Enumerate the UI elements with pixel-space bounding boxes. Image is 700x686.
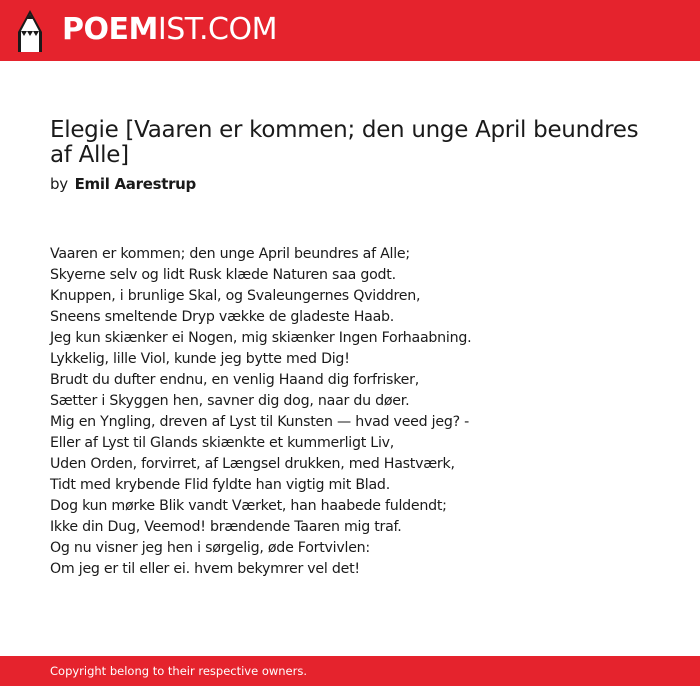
poem-line: Skyerne selv og lidt Rusk klæde Naturen saa godt. [50,267,396,283]
copyright-text: Copyright belong to their respective owners. [50,664,308,678]
byline [50,174,196,194]
author-link[interactable]: Emil Aarestrup [74,175,196,193]
pencil-tip-icon[interactable] [18,10,42,52]
poem-line: Dog kun mørke Blik vandt Værket, han haabede fuldendt; [50,498,447,514]
poem-line: Lykkelig, lille Viol, kunde jeg bytte med Dig! [50,351,350,367]
poem-line: Vaaren er kommen; den unge April beundres af Alle; [50,246,410,262]
poem-line: Knuppen, i brunlige Skal, og Svaleungernes Qviddren, [50,288,421,304]
poem-line: Brudt du dufter endnu, en venlig Haand dig forfrisker, [50,372,419,388]
poem-line: Ikke din Dug, Veemod! brændende Taaren mig traf. [50,519,402,535]
poem-line: Og nu visner jeg hen i sørgelig, øde Fortvivlen: [50,540,370,556]
poem-body [50,244,650,580]
poem-line: Om jeg er til eller ei. hvem bekymrer vel det! [50,561,360,577]
poem-line: Tidt med krybende Flid fyldte han vigtig mit Blad. [50,477,390,493]
poem-title: Elegie [Vaaren er kommen; den unge April beundres af Alle] [50,117,639,168]
poem-line: Eller af Lyst til Glands skiænkte et kummerligt Liv, [50,435,395,451]
logo-text-light: IST.COM [157,12,277,47]
logo-text-bold: POEM [62,12,158,47]
poem-line: Jeg kun skiænker ei Nogen, mig skiænker Ingen Forhaabning. [50,330,472,346]
site-footer [0,656,700,686]
by-label: by [50,175,68,193]
poem-line: Uden Orden, forvirret, af Længsel drukken, med Hastværk, [50,456,455,472]
site-header [0,0,700,61]
poem-line: Sætter i Skyggen hen, savner dig dog, naar du døer. [50,393,410,409]
site-logo-link[interactable] [62,12,277,48]
poem-line: Mig en Yngling, dreven af Lyst til Kunsten — hvad veed jeg? - [50,414,470,430]
poem-line: Sneens smeltende Dryp vække de gladeste Haab. [50,309,395,325]
